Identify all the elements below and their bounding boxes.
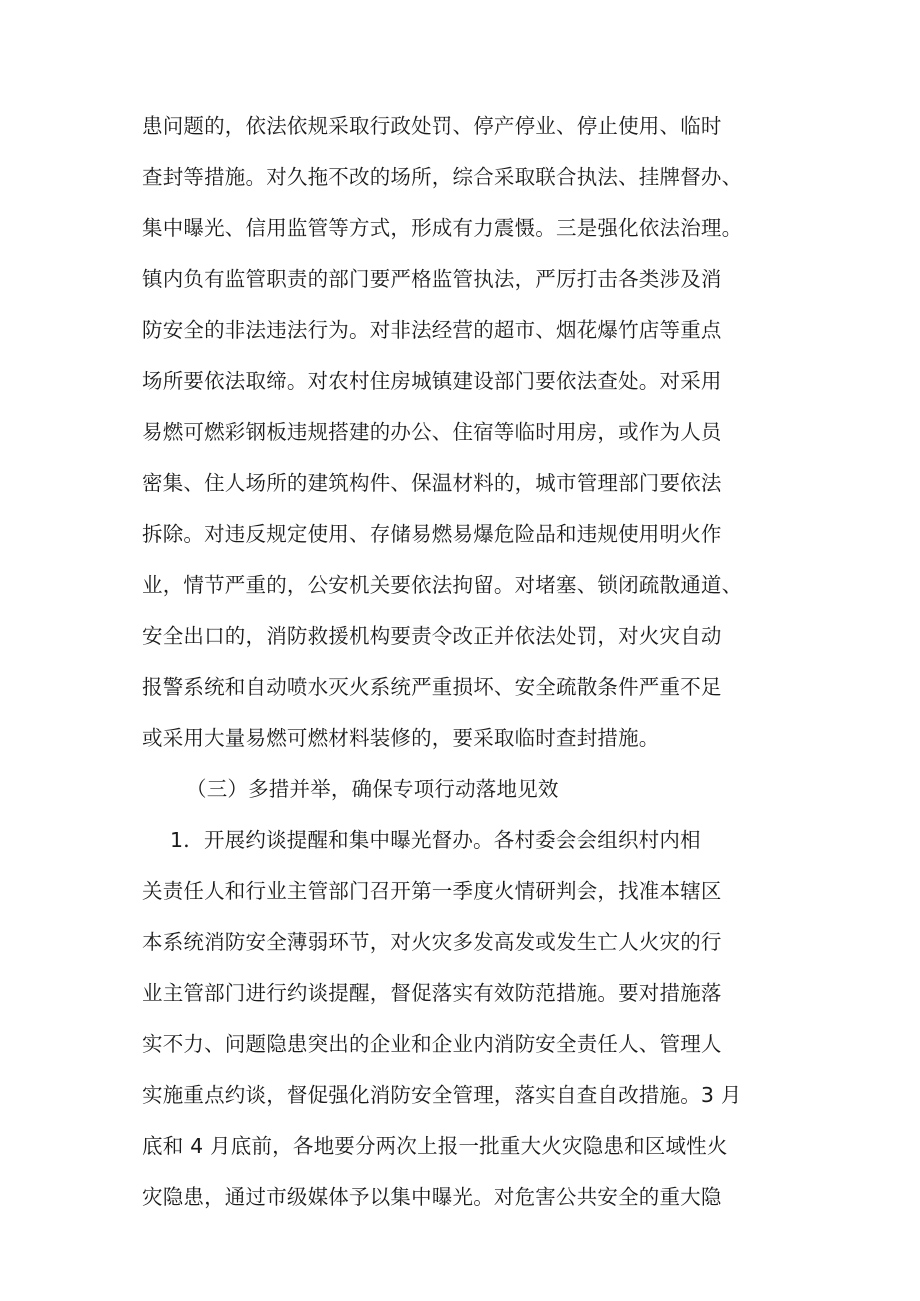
item-line: 本系统消防安全薄弱环节，对火灾多发高发或发生亡人火灾的行 xyxy=(142,930,722,954)
item-line: 灾隐患，通过市级媒体予以集中曝光。对危害公共安全的重大隐 xyxy=(142,1185,722,1209)
item-line: 1．开展约谈提醒和集中曝光督办。各村委会会组织村内相 xyxy=(170,828,701,852)
paragraph-line: 查封等措施。对久拖不改的场所，综合采取联合执法、挂牌督办、 xyxy=(142,165,743,189)
paragraph-line: 场所要依法取缔。对农村住房城镇建设部门要依法查处。对采用 xyxy=(142,369,722,393)
item-line: 实不力、问题隐患突出的企业和企业内消防安全责任人、管理人 xyxy=(142,1032,722,1056)
paragraph-line: 密集、住人场所的建筑构件、保温材料的，城市管理部门要依法 xyxy=(142,471,722,495)
item-line: 关责任人和行业主管部门召开第一季度火情研判会，找准本辖区 xyxy=(142,879,722,903)
paragraph-line: 防安全的非法违法行为。对非法经营的超市、烟花爆竹店等重点 xyxy=(142,318,722,342)
item-line: 实施重点约谈，督促强化消防安全管理，落实自查自改措施。3 月 xyxy=(142,1083,742,1107)
paragraph-line: 易燃可燃彩钢板违规搭建的办公、住宿等临时用房，或作为人员 xyxy=(142,420,722,444)
section-heading: （三）多措并举，确保专项行动落地见效 xyxy=(186,777,559,801)
paragraph-line: 安全出口的，消防救援机构要责令改正并依法处罚，对火灾自动 xyxy=(142,624,722,648)
paragraph-line: 镇内负有监管职责的部门要严格监管执法，严厉打击各类涉及消 xyxy=(142,267,722,291)
paragraph-line: 集中曝光、信用监管等方式，形成有力震慑。三是强化依法治理。 xyxy=(142,216,743,240)
paragraph-line: 患问题的，依法依规采取行政处罚、停产停业、停止使用、临时 xyxy=(142,114,722,138)
paragraph-line: 拆除。对违反规定使用、存储易燃易爆危险品和违规使用明火作 xyxy=(142,522,722,546)
item-line: 底和 4 月底前，各地要分两次上报一批重大火灾隐患和区域性火 xyxy=(142,1134,728,1158)
paragraph-line: 业，情节严重的，公安机关要依法拘留。对堵塞、锁闭疏散通道、 xyxy=(142,573,743,597)
item-line: 业主管部门进行约谈提醒，督促落实有效防范措施。要对措施落 xyxy=(142,981,722,1005)
paragraph-line: 或采用大量易燃可燃材料装修的，要采取临时查封措施。 xyxy=(142,726,660,750)
paragraph-line: 报警系统和自动喷水灭火系统严重损坏、安全疏散条件严重不足 xyxy=(142,675,722,699)
